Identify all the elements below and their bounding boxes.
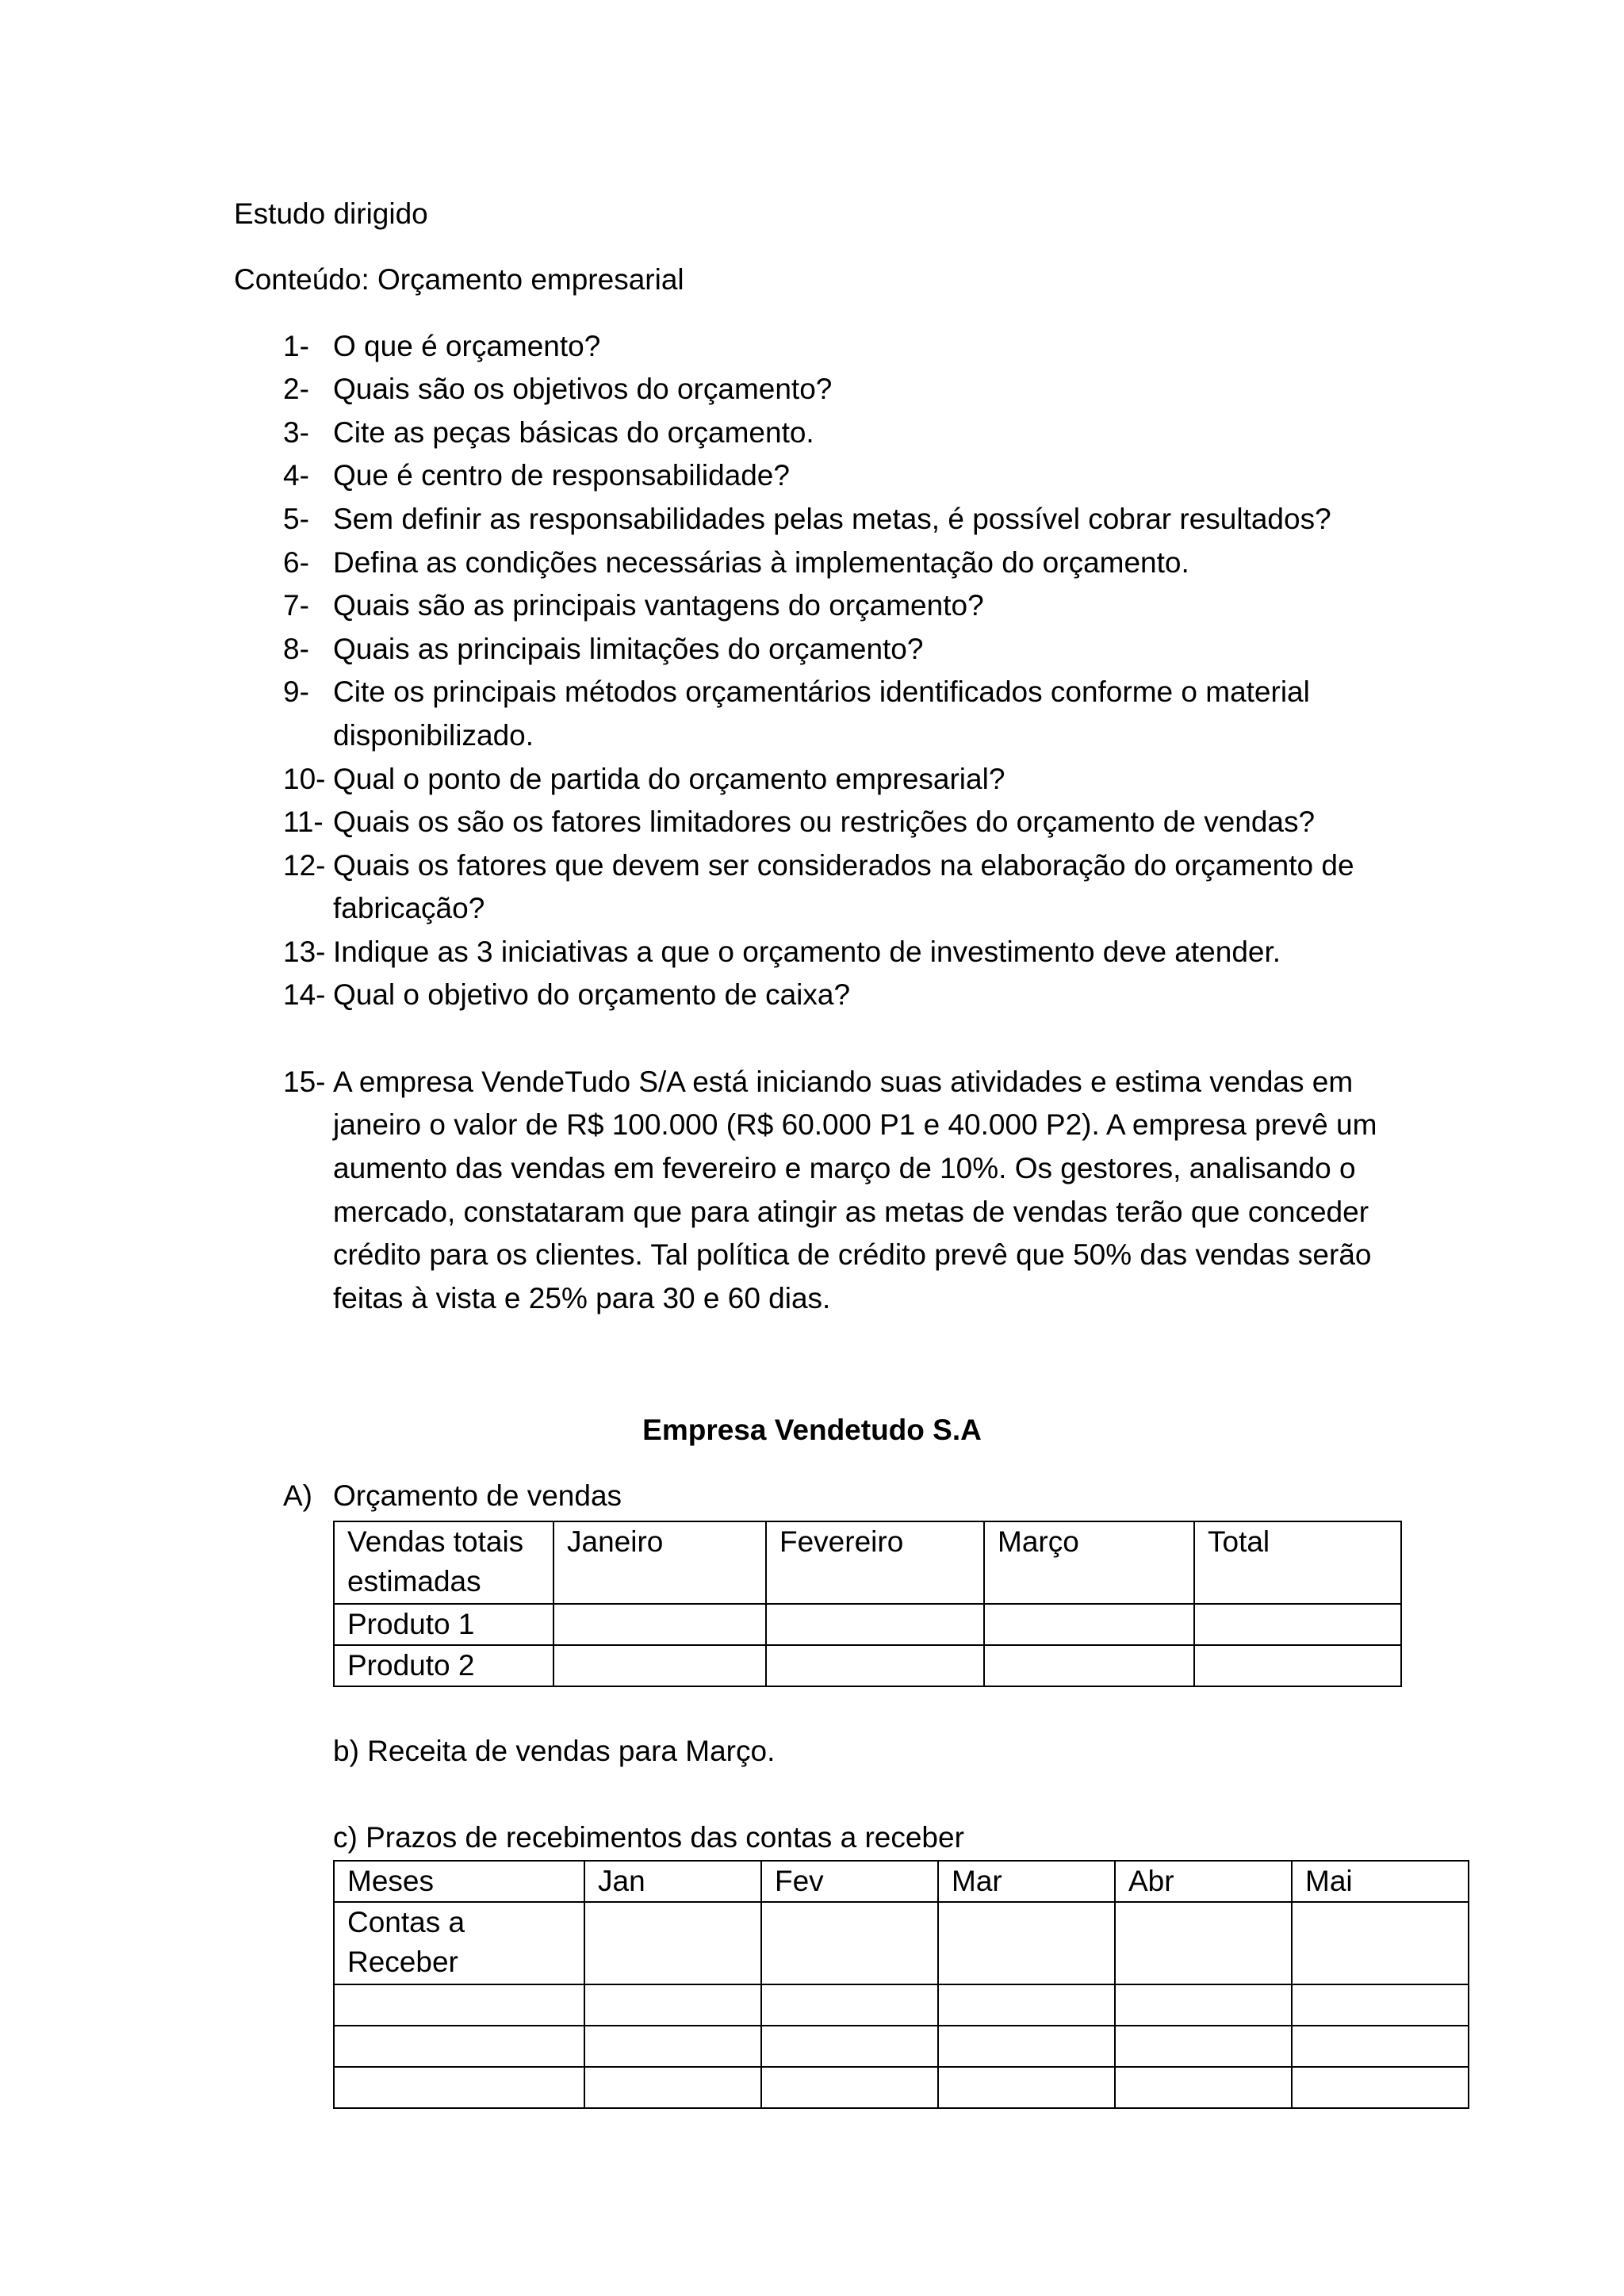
- question-number: 1-: [283, 330, 309, 362]
- question-number: 3-: [283, 416, 309, 449]
- question-text: Quais os são os fatores limitadores ou restrições do orçamento de vendas?: [333, 806, 1316, 838]
- empty-cell: [584, 1984, 761, 2026]
- table-row: [334, 2067, 1469, 2108]
- table-header-cell: Janeiro: [553, 1521, 766, 1604]
- empty-cell: [553, 1604, 766, 1645]
- empty-cell: [761, 2067, 938, 2108]
- empty-cell: [1194, 1604, 1401, 1645]
- problem-line: feitas à vista e 25% para 30 e 60 dias.: [333, 1282, 831, 1314]
- table-header-cell: [334, 1521, 553, 1604]
- part-a-label: A): [283, 1479, 312, 1512]
- table-header-cell: Abr: [1115, 1861, 1292, 1902]
- empty-cell: [766, 1604, 984, 1645]
- question-text: Defina as condições necessárias à implementação do orçamento.: [333, 546, 1189, 579]
- table-row: [334, 1604, 1401, 1645]
- question-text: Cite os principais métodos orçamentários identificados conforme o material: [333, 675, 1310, 708]
- problem-line: A empresa VendeTudo S/A está iniciando suas atividades e estima vendas em: [333, 1066, 1354, 1098]
- empty-cell: [1115, 2026, 1292, 2067]
- table-header-cell: Total: [1194, 1521, 1401, 1604]
- question-text-continued: disponibilizado.: [333, 719, 534, 752]
- question-text: Quais as principais limitações do orçamento?: [333, 633, 924, 665]
- row-label-cell: [334, 1902, 584, 1984]
- question-number: 2-: [283, 373, 309, 405]
- problem-line: mercado, constataram que para atingir as metas de vendas terão que conceder: [333, 1196, 1369, 1228]
- question-text: Quais os fatores que devem ser considerados na elaboração do orçamento de: [333, 849, 1354, 882]
- doc-subject: Conteúdo: Orçamento empresarial: [234, 263, 684, 296]
- question-text-continued: fabricação?: [333, 892, 485, 924]
- table-header-cell: Meses: [334, 1861, 584, 1902]
- empty-cell: [761, 1984, 938, 2026]
- empty-cell: [584, 2067, 761, 2108]
- empty-cell: [584, 1902, 761, 1984]
- empty-cell: [584, 2026, 761, 2067]
- question-text: Quais são os objetivos do orçamento?: [333, 373, 833, 405]
- empty-cell: [984, 1645, 1194, 1686]
- table-row: [334, 1861, 1469, 1902]
- question-text: Cite as peças básicas do orçamento.: [333, 416, 814, 449]
- table-header-cell: Mai: [1292, 1861, 1469, 1902]
- problem-line: janeiro o valor de R$ 100.000 (R$ 60.000 P1 e 40.000 P2). A empresa prevê um: [333, 1108, 1377, 1141]
- row-label-cell: Produto 2: [334, 1645, 553, 1686]
- header-line: estimadas: [347, 1565, 481, 1598]
- row-label-cell: Produto 1: [334, 1604, 553, 1645]
- empty-cell: [938, 1984, 1115, 2026]
- header-line: Vendas totais: [347, 1525, 524, 1558]
- question-number: 6-: [283, 546, 309, 579]
- question-number: 7-: [283, 589, 309, 622]
- empty-cell: [938, 2067, 1115, 2108]
- question-text: O que é orçamento?: [333, 330, 601, 362]
- problem-line: aumento das vendas em fevereiro e março de 10%. Os gestores, analisando o: [333, 1152, 1356, 1184]
- empty-cell: [984, 1604, 1194, 1645]
- table-row: [334, 1645, 1401, 1686]
- question-text: Qual o objetivo do orçamento de caixa?: [333, 978, 851, 1011]
- sales-budget-table: [333, 1521, 1402, 1687]
- table-header-cell: Março: [984, 1521, 1194, 1604]
- question-text: Quais são as principais vantagens do orçamento?: [333, 589, 984, 622]
- table-row: [334, 2026, 1469, 2067]
- empty-cell: [938, 2026, 1115, 2067]
- empty-cell: [1115, 1984, 1292, 2026]
- row-label-line: Receber: [347, 1946, 458, 1978]
- empty-cell: [1115, 1902, 1292, 1984]
- empty-cell: [1292, 2067, 1469, 2108]
- table-row: [334, 1902, 1469, 1984]
- question-number: 10-: [283, 763, 326, 795]
- table-header-cell: Jan: [584, 1861, 761, 1902]
- company-title: Empresa Vendetudo S.A: [642, 1414, 982, 1446]
- question-number: 9-: [283, 675, 309, 708]
- question-number: 12-: [283, 849, 326, 882]
- question-text: Sem definir as responsabilidades pelas metas, é possível cobrar resultados?: [333, 503, 1331, 535]
- question-number: 13-: [283, 936, 326, 968]
- problem-line: crédito para os clientes. Tal política de crédito prevê que 50% das vendas serão: [333, 1238, 1372, 1271]
- receivables-table: [333, 1860, 1469, 2109]
- question-number: 11-: [283, 806, 324, 838]
- empty-cell: [1115, 2067, 1292, 2108]
- empty-cell: [334, 1984, 584, 2026]
- question-number: 14-: [283, 978, 326, 1011]
- table-header-cell: Mar: [938, 1861, 1115, 1902]
- question-text: Qual o ponto de partida do orçamento empresarial?: [333, 763, 1005, 795]
- empty-cell: [553, 1645, 766, 1686]
- question-number: 4-: [283, 459, 309, 492]
- row-label-line: Contas a: [347, 1906, 465, 1938]
- empty-cell: [1292, 2026, 1469, 2067]
- question-number: 5-: [283, 503, 309, 535]
- table-row: [334, 1521, 1401, 1604]
- doc-heading: Estudo dirigido: [234, 197, 428, 230]
- empty-cell: [761, 1902, 938, 1984]
- empty-cell: [1292, 1984, 1469, 2026]
- empty-cell: [334, 2067, 584, 2108]
- empty-cell: [1194, 1645, 1401, 1686]
- part-a-title: Orçamento de vendas: [333, 1479, 622, 1512]
- question-number: 8-: [283, 633, 309, 665]
- table-header-cell: Fevereiro: [766, 1521, 984, 1604]
- empty-cell: [766, 1645, 984, 1686]
- question-text: Que é centro de responsabilidade?: [333, 459, 790, 492]
- part-c-title: c) Prazos de recebimentos das contas a receber: [333, 1821, 964, 1854]
- part-b-text: b) Receita de vendas para Março.: [333, 1735, 776, 1767]
- question-number: 15-: [283, 1066, 326, 1098]
- empty-cell: [1292, 1902, 1469, 1984]
- question-text: Indique as 3 iniciativas a que o orçamento de investimento deve atender.: [333, 936, 1281, 968]
- empty-cell: [938, 1902, 1115, 1984]
- empty-cell: [761, 2026, 938, 2067]
- table-row: [334, 1984, 1469, 2026]
- table-header-cell: Fev: [761, 1861, 938, 1902]
- empty-cell: [334, 2026, 584, 2067]
